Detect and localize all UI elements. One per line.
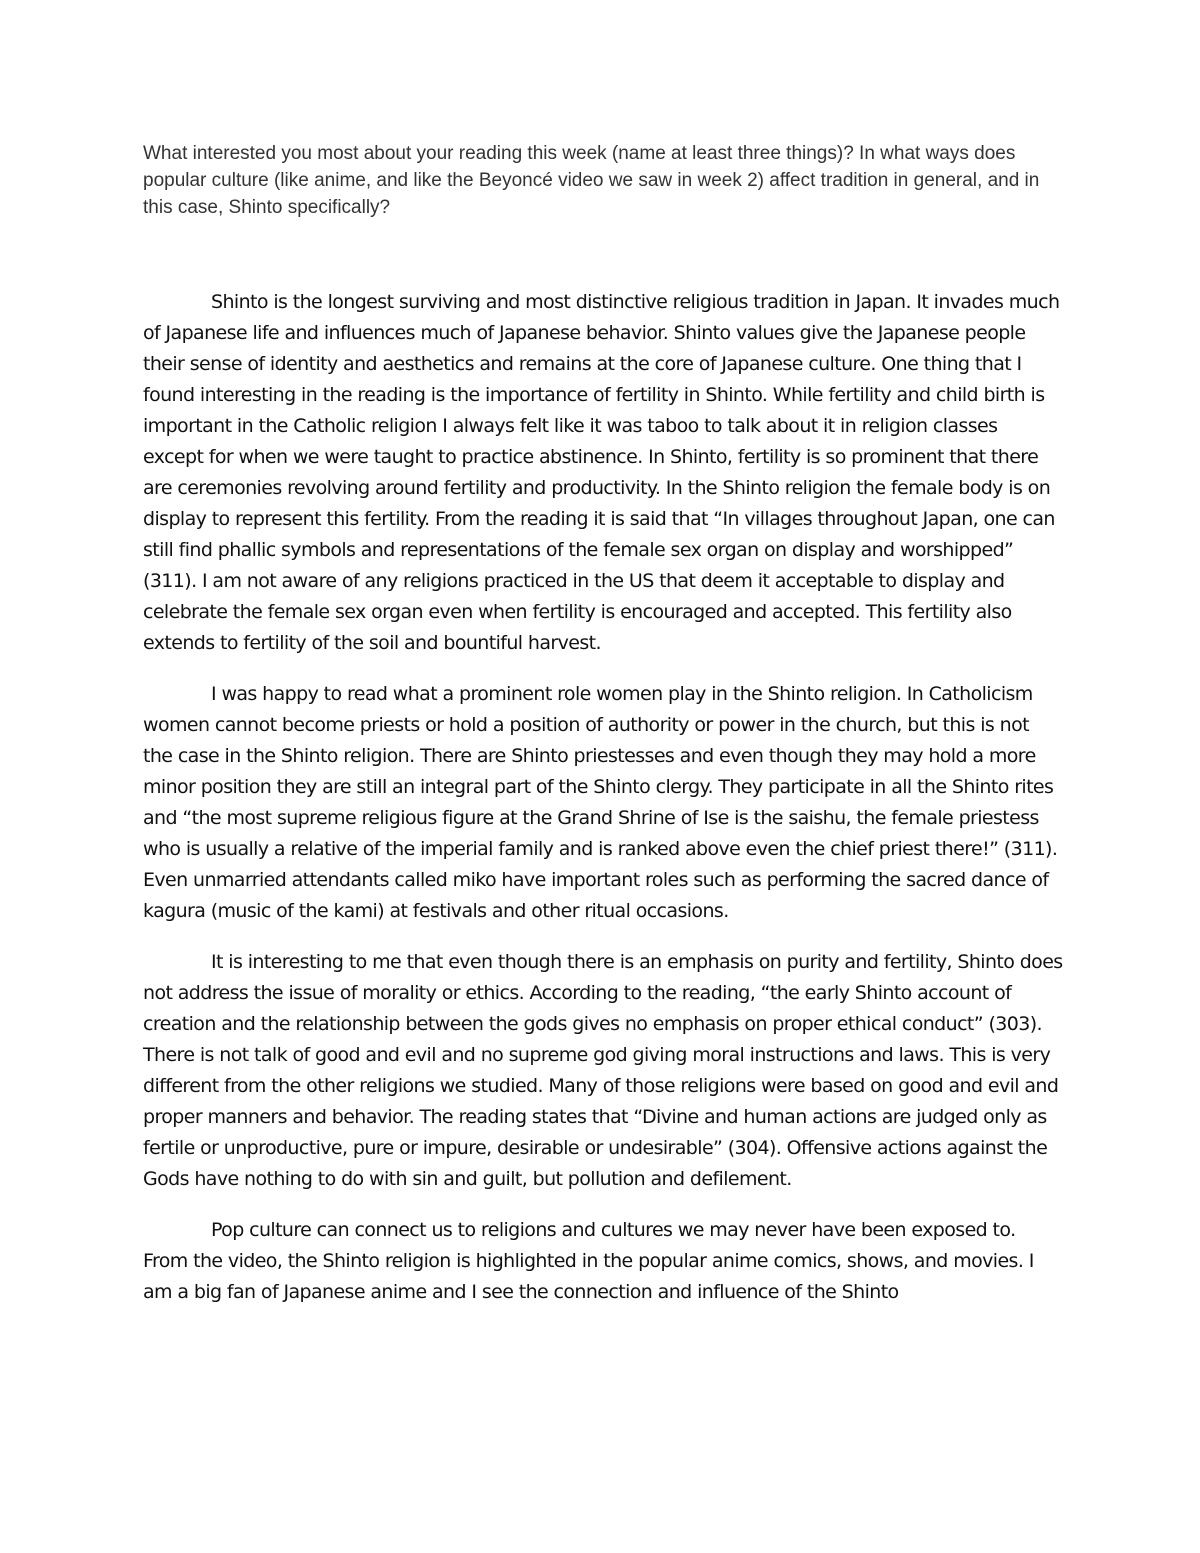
essay-paragraph-2: I was happy to read what a prominent role women play in the Shinto religion. In Catholicism women cannot become priests or hold a position of authority or power in the church, but this is not the case in the Shinto religion. There are Shinto priestesses and even though they may hold a more minor position they are still an integral part of the Shinto clergy. They participate in all the Shinto rites and “the most supreme religious figure at the Grand Shrine of Ise is the saishu, the female priestess who is usually a relative of the imperial family and is ranked above even the chief priest there!” (311). Even unmarried attendants called miko have important roles such as performing the sacred dance of kagura (music of the kami) at festivals and other ritual occasions. (143, 683, 1058, 922)
assignment-prompt: What interested you most about your reading this week (name at least three things)? In what ways does popular culture (like anime, and like the Beyoncé video we saw in week 2) affect tradition in general, and in this case, Shinto specifically? (143, 143, 1040, 218)
essay-body (143, 287, 1063, 1328)
essay-paragraph-3: It is interesting to me that even though there is an emphasis on purity and fertility, Shinto does not address the issue of morality or ethics. According to the reading, “the early Shinto account of creation and the relationship between the gods gives no emphasis on proper ethical conduct” (303). There is not talk of good and evil and no supreme god giving moral instructions and laws. This is very different from the other religions we studied. Many of those religions were based on good and evil and proper manners and behavior. The reading states that “Divine and human actions are judged only as fertile or unproductive, pure or impure, desirable or undesirable” (304). Offensive actions against the Gods have nothing to do with sin and guilt, but pollution and defilement. (143, 951, 1063, 1190)
essay-paragraph-1: Shinto is the longest surviving and most distinctive religious tradition in Japan. It invades much of Japanese life and influences much of Japanese behavior. Shinto values give the Japanese people their sense of identity and aesthetics and remains at the core of Japanese culture. One thing that I found interesting in the reading is the importance of fertility in Shinto. While fertility and child birth is important in the Catholic religion I always felt like it was taboo to talk about it in religion classes except for when we were taught to practice abstinence. In Shinto, fertility is so prominent that there are ceremonies revolving around fertility and productivity. In the Shinto religion the female body is on display to represent this fertility. From the reading it is said that “In villages throughout Japan, one can still find phallic symbols and representations of the female sex organ on display and worshipped” (311). I am not aware of any religions practiced in the US that deem it acceptable to display and celebrate the female sex organ even when fertility is encouraged and accepted. This fertility also extends to fertility of the soil and bountiful harvest. (143, 291, 1060, 654)
essay-paragraph-4: Pop culture can connect us to religions and cultures we may never have been exposed to. From the video, the Shinto religion is highlighted in the popular anime comics, shows, and movies. I am a big fan of Japanese anime and I see the connection and influence of the Shinto (143, 1219, 1034, 1303)
